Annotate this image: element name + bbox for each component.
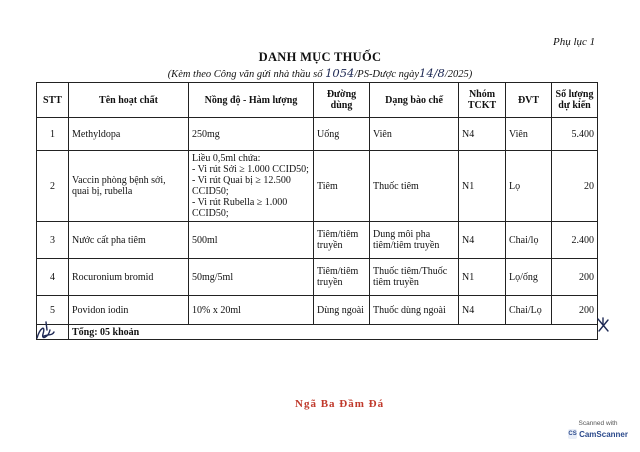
cell-group: N1 [459,259,506,296]
cell-group: N4 [459,296,506,325]
scanner-logo [568,429,628,439]
cell-form: Thuốc dùng ngoài [370,296,459,325]
table-row [37,151,598,222]
cell-name: Povidon iodin [69,296,189,325]
camscanner-watermark [568,420,628,444]
cell-stt: 4 [37,259,69,296]
cell-strength: Liều 0,5ml chứa: - Vi rút Sởi ≥ 1.000 CCID50; - Vi rút Quai bị ≥ 12.500 CCID50; - Vi rút Rubella ≥ 1.000 CCID50; [189,151,314,222]
cell-name: Nước cất pha tiêm [69,222,189,259]
cell-stt: 3 [37,222,69,259]
col-header-qty: Số lượng dự kiến [552,83,598,118]
cell-strength: 250mg [189,118,314,151]
cell-unit: Chai/Lọ [506,296,552,325]
page-title: DANH MỤC THUỐC [258,50,382,64]
cell-stt: 5 [37,296,69,325]
table-header-row [37,83,598,118]
cell-unit: Lọ/ống [506,259,552,296]
total-label: Tổng: 05 khoản [69,325,598,340]
doc-date-handwritten: 14/8 [419,66,445,80]
camscanner-icon: CS [568,431,577,437]
cell-stt: 1 [37,118,69,151]
initials-signature-right [594,316,612,334]
subtitle-suffix: /2025) [444,69,473,80]
cell-route: Tiêm [314,151,370,222]
cell-qty: 5.400 [552,118,598,151]
cell-route: Uống [314,118,370,151]
cell-group: N4 [459,118,506,151]
col-header-form: Dạng bào chế [370,83,459,118]
table-row [37,296,598,325]
cell-strength: 500ml [189,222,314,259]
cell-name: Rocuronium bromid [69,259,189,296]
col-header-name: Tên hoạt chất [69,83,189,118]
cell-route: Tiêm/tiêm truyền [314,222,370,259]
col-header-group: Nhóm TCKT [459,83,506,118]
cell-qty: 20 [552,151,598,222]
appendix-label: Phụ lục 1 [553,36,596,48]
cell-qty: 2.400 [552,222,598,259]
cell-qty: 200 [552,296,598,325]
drug-table [36,82,598,340]
subtitle-prefix: (Kèm theo Công văn gửi nhà thầu số [167,69,323,80]
cell-strength: 50mg/5ml [189,259,314,296]
red-stamp-fragment: Ngã Ba Đầm Đá [295,398,385,410]
table-row [37,118,598,151]
cell-stt: 2 [37,151,69,222]
cell-group: N1 [459,151,506,222]
cell-route: Dùng ngoài [314,296,370,325]
cell-form: Thuốc tiêm/Thuốc tiêm truyền [370,259,459,296]
subtitle-middle: /PS-Dược ngày [354,69,420,80]
cell-form: Dung môi pha tiêm/tiêm truyền [370,222,459,259]
scanner-top-text: Scanned with [578,420,618,427]
cell-name: Methyldopa [69,118,189,151]
cell-form: Thuốc tiêm [370,151,459,222]
doc-number-handwritten: 1054 [325,66,355,80]
cell-form: Viên [370,118,459,151]
subtitle [0,66,640,80]
table-row [37,259,598,296]
cell-route: Tiêm/tiêm truyền [314,259,370,296]
col-header-strength: Nồng độ - Hàm lượng [189,83,314,118]
col-header-stt: STT [37,83,69,118]
cell-name: Vaccin phòng bệnh sởi, quai bị, rubella [69,151,189,222]
cell-unit: Lọ [506,151,552,222]
initials-signature-left [34,318,56,344]
col-header-unit: ĐVT [506,83,552,118]
cell-group: N4 [459,222,506,259]
col-header-route: Đường dùng [314,83,370,118]
cell-qty: 200 [552,259,598,296]
cell-unit: Chai/lọ [506,222,552,259]
table-row [37,222,598,259]
scanner-brand: CamScanner [579,429,628,439]
cell-strength: 10% x 20ml [189,296,314,325]
table-total-row [37,325,598,340]
cell-unit: Viên [506,118,552,151]
